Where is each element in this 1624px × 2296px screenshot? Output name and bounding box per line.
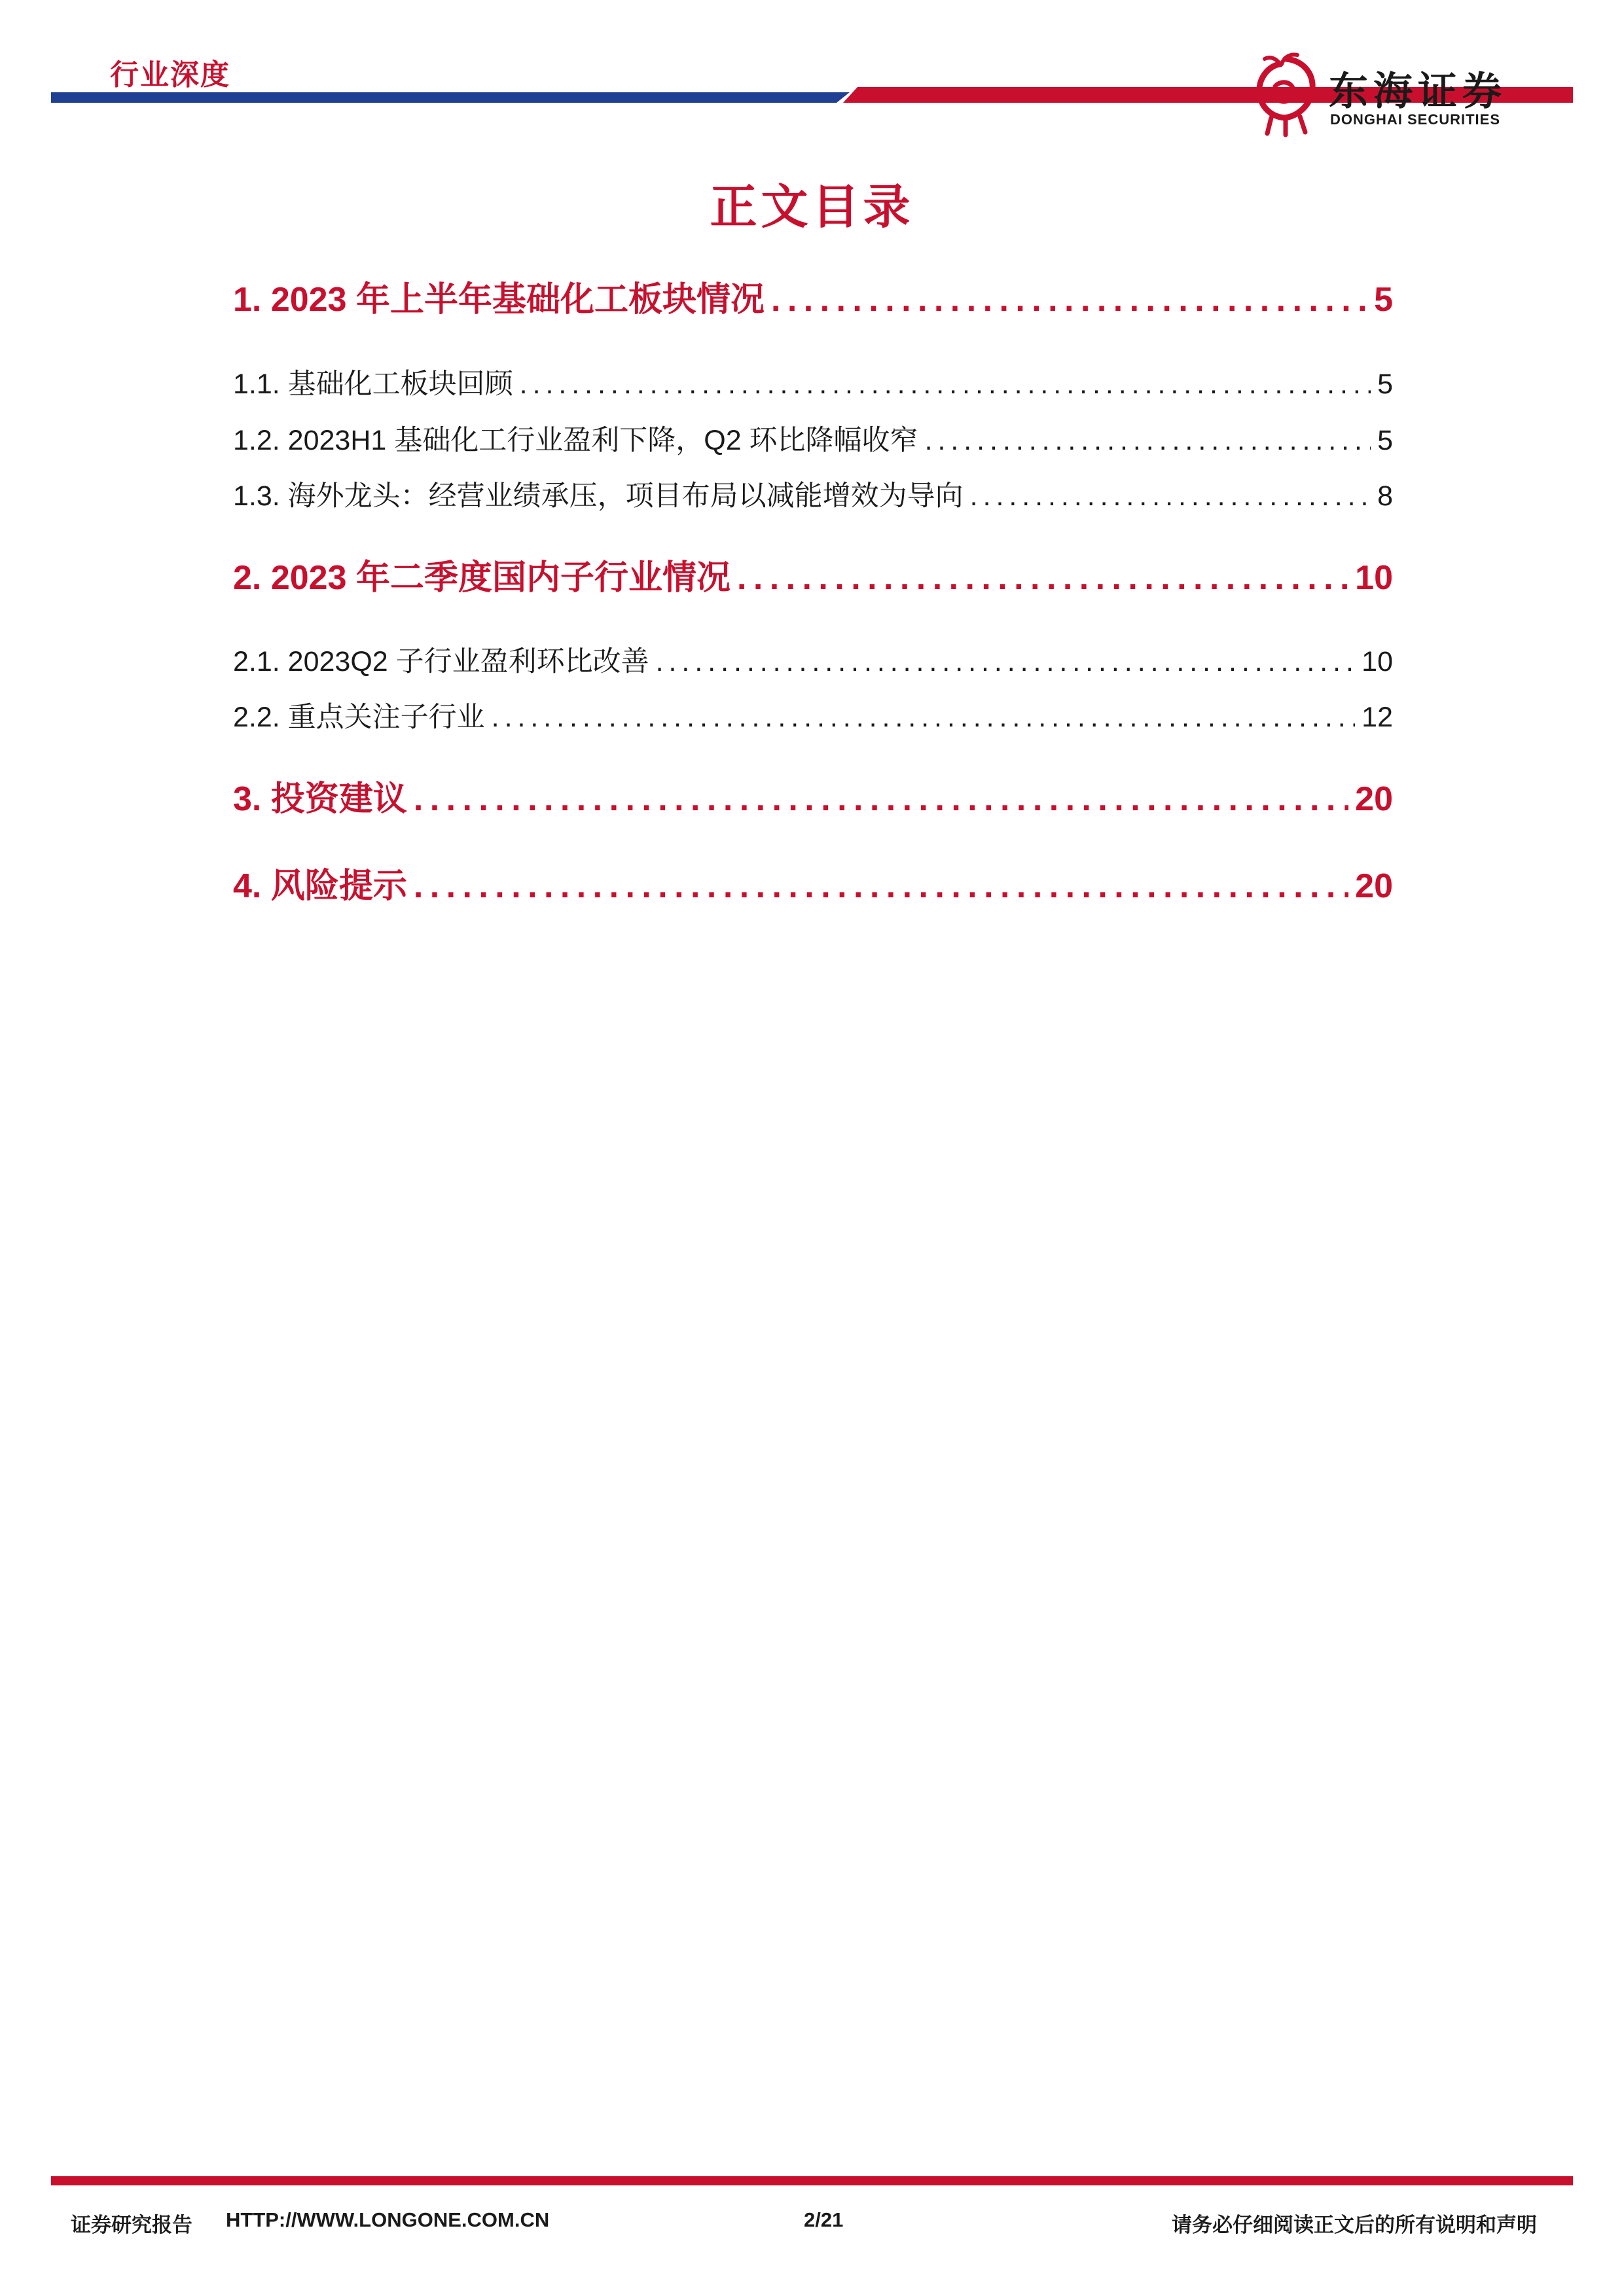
footer-divider-line bbox=[51, 2176, 1573, 2185]
toc-entry-text: 2. 2023 年二季度国内子行业情况 bbox=[233, 559, 731, 597]
footer-disclaimer: 请务必仔细阅读正文后的所有说明和声明 bbox=[1172, 2214, 1537, 2236]
logo-english-name: DONGHAI SECURITIES bbox=[1330, 111, 1501, 128]
toc-entry[interactable] bbox=[233, 639, 1393, 679]
logo-chinese-name: 东海证券 bbox=[1329, 69, 1507, 115]
toc-entry[interactable] bbox=[233, 695, 1393, 735]
toc-page-number: 8 bbox=[1377, 480, 1393, 512]
toc-leader-dots bbox=[656, 646, 1356, 678]
toc-page-number: 20 bbox=[1355, 780, 1393, 818]
toc-leader-dots bbox=[771, 280, 1367, 319]
toc-leader-dots bbox=[970, 480, 1371, 512]
footer-report-label: 证券研究报告 bbox=[71, 2214, 192, 2236]
toc-entry-text: 1.3. 海外龙头：经营业绩承压，项目布局以减能增效为导向 bbox=[233, 480, 964, 512]
toc-page-number: 10 bbox=[1355, 559, 1393, 597]
toc-leader-dots bbox=[737, 558, 1348, 598]
toc-entry-text: 4. 风险提示 bbox=[233, 867, 407, 905]
toc-entry-text: 1. 2023 年上半年基础化工板块情况 bbox=[233, 281, 765, 319]
toc-leader-dots bbox=[520, 368, 1371, 401]
toc-entry[interactable] bbox=[233, 362, 1393, 402]
toc-page-number: 20 bbox=[1355, 867, 1393, 905]
toc-leader-dots bbox=[925, 425, 1371, 457]
toc-leader-dots bbox=[414, 867, 1348, 906]
toc-title: 正文目录 bbox=[710, 181, 914, 234]
toc-leader-dots bbox=[414, 780, 1348, 819]
toc-entry-text: 2.2. 重点关注子行业 bbox=[233, 702, 485, 733]
report-category-tag: 行业深度 bbox=[110, 59, 230, 91]
toc-entry[interactable] bbox=[233, 858, 1393, 907]
toc-leader-dots bbox=[492, 702, 1355, 734]
donghai-securities-logo bbox=[1252, 52, 1526, 137]
dragon-emblem-icon bbox=[1252, 52, 1320, 137]
toc-entry-text: 3. 投资建议 bbox=[233, 780, 407, 818]
toc-entry[interactable] bbox=[233, 550, 1393, 599]
footer-page-indicator: 2/21 bbox=[804, 2208, 844, 2231]
toc-entry[interactable] bbox=[233, 418, 1393, 458]
toc-page-number: 5 bbox=[1377, 425, 1393, 456]
toc-entry[interactable] bbox=[233, 771, 1393, 820]
toc-entry-text: 2.1. 2023Q2 子行业盈利环比改善 bbox=[233, 646, 649, 677]
toc-entry-text: 1.1. 基础化工板块回顾 bbox=[233, 368, 513, 400]
toc-page-number: 10 bbox=[1362, 646, 1393, 677]
toc-page-number: 12 bbox=[1362, 702, 1393, 733]
toc-page-number: 5 bbox=[1377, 368, 1393, 400]
toc-entry-text: 1.2. 2023H1 基础化工行业盈利下降，Q2 环比降幅收窄 bbox=[233, 425, 918, 456]
toc-entry[interactable] bbox=[233, 272, 1393, 321]
toc-entry[interactable] bbox=[233, 474, 1393, 514]
toc-page-number: 5 bbox=[1374, 281, 1393, 319]
footer-website-link[interactable]: HTTP://WWW.LONGONE.COM.CN bbox=[226, 2208, 550, 2231]
